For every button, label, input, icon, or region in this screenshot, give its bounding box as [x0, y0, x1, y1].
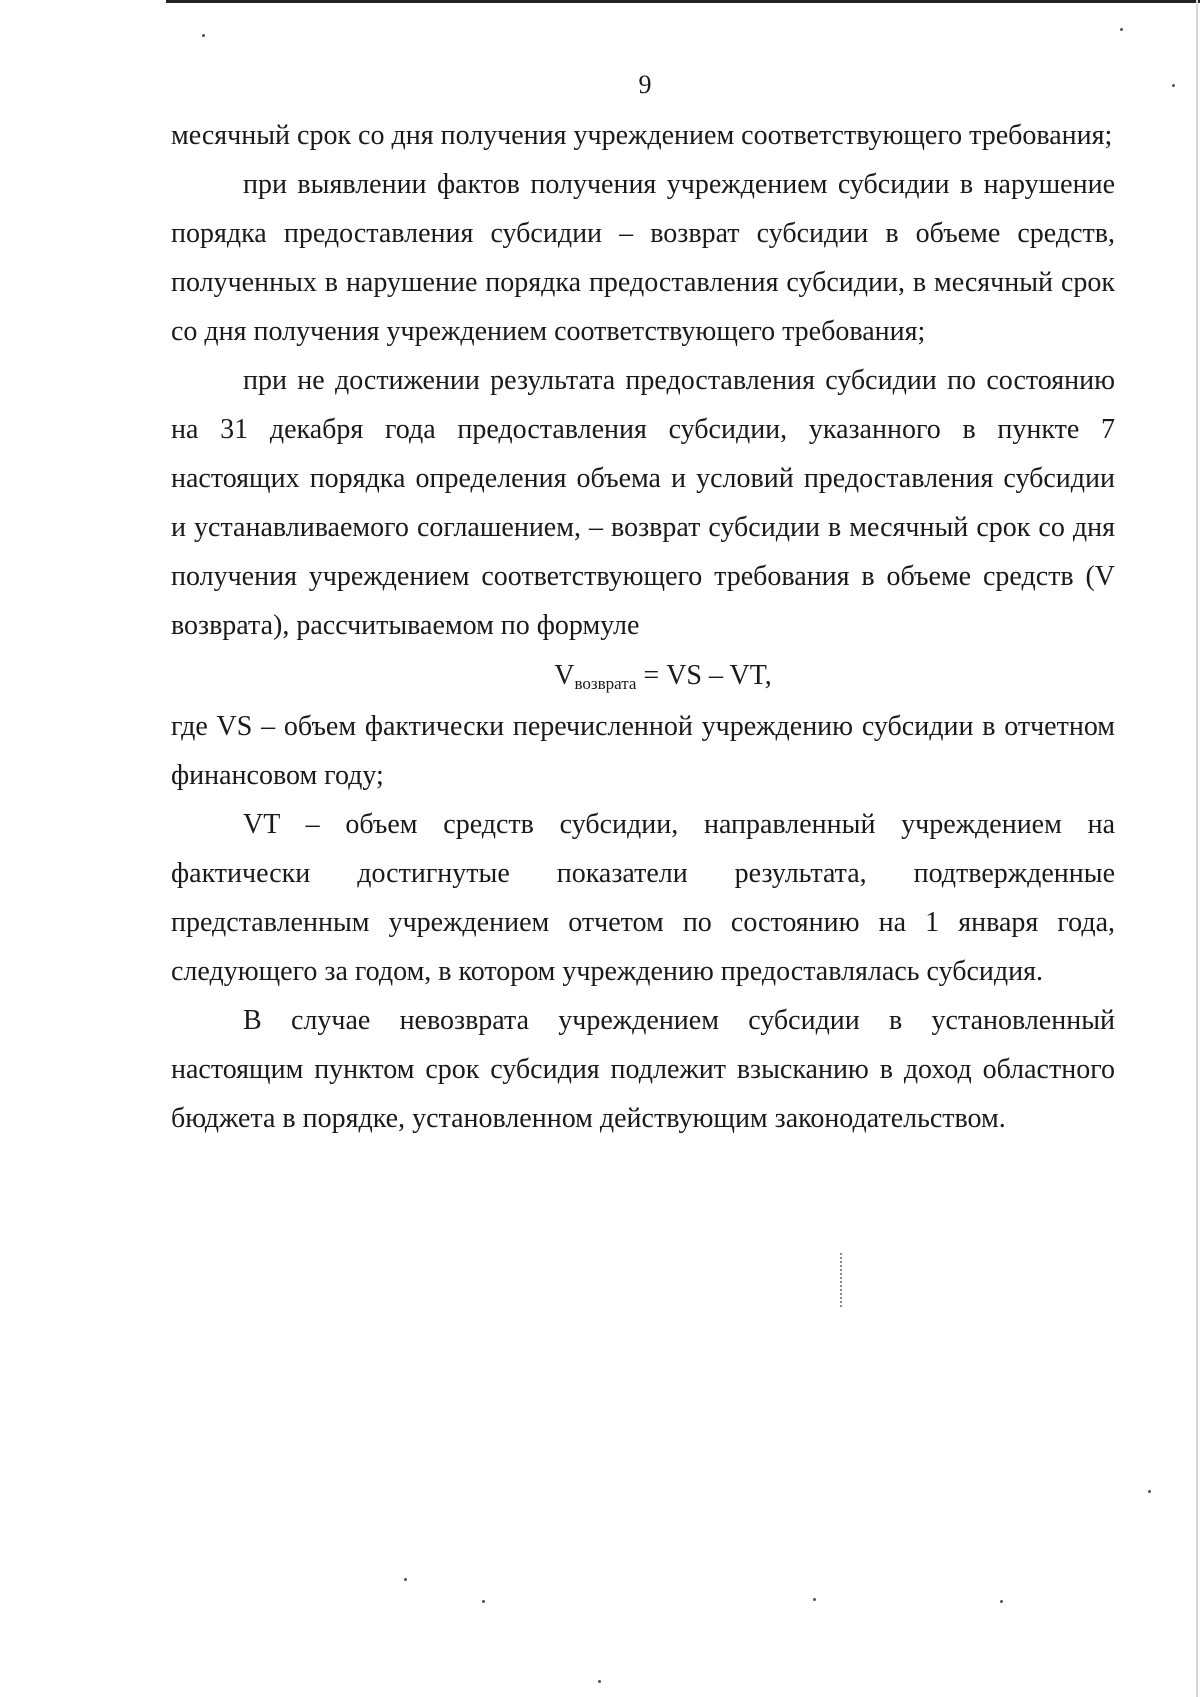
- return-formula: [171, 650, 1115, 702]
- scan-speck: [202, 34, 205, 37]
- scan-speck: [598, 1680, 601, 1683]
- paragraph-continuation: месячный срок со дня получения учреждением соответствующего требования;: [171, 120, 1113, 151]
- formula-rest: = VS – VT,: [636, 660, 772, 691]
- document-body: [171, 111, 1115, 1143]
- paragraph-non-return: В случае невозврата учреждением субсидии в установленный настоящим пунктом срок субсидия подлежит взысканию в доход областного бюджета в порядке, установленном действующим законодательством.: [171, 1005, 1115, 1134]
- paragraph-violation-return: при выявлении фактов получения учреждением субсидии в нарушение порядка предоставления субсидии – возврат субсидии в объеме средств, полученных в нарушение порядка предоставления субсидии, в месячный срок со дня получения учреждением соответствующего требования;: [171, 169, 1115, 347]
- formula-base: V: [554, 660, 575, 691]
- paragraph-vs-definition: где VS – объем фактически перечисленной учреждению субсидии в отчетном финансовом году;: [171, 711, 1115, 791]
- scan-edge-line: [1196, 0, 1198, 1697]
- scan-speck: [1172, 84, 1175, 87]
- paragraph-vt-definition: VT – объем средств субсидии, направленный учреждением на фактически достигнутые показатели результата, подтвержденные представленным учреждением отчетом по состоянию на 1 января года, следующего за годом, в котором учреждению предоставлялась субсидия.: [171, 809, 1115, 987]
- scan-speck: [1120, 28, 1123, 31]
- scan-speck: [813, 1598, 816, 1601]
- scan-dotted-mark: [840, 1253, 844, 1307]
- scan-speck: [482, 1600, 485, 1603]
- scan-speck: [1148, 1490, 1151, 1493]
- scan-speck: [1000, 1600, 1003, 1603]
- formula-subscript: возврата: [574, 674, 637, 693]
- paragraph-result-not-achieved: при не достижении результата предоставления субсидии по состоянию на 31 декабря года предоставления субсидии, указанного в пункте 7 настоящих порядка определения объема и условий предоставления субсидии и устанавливаемого соглашением, – возврат субсидии в месячный срок со дня получения учреждением соответствующего требования в объеме средств (V возврата), рассчитываемом по формуле: [171, 365, 1115, 641]
- page-number: 9: [638, 70, 652, 99]
- top-border-line: [166, 0, 1200, 3]
- scan-speck: [404, 1578, 407, 1581]
